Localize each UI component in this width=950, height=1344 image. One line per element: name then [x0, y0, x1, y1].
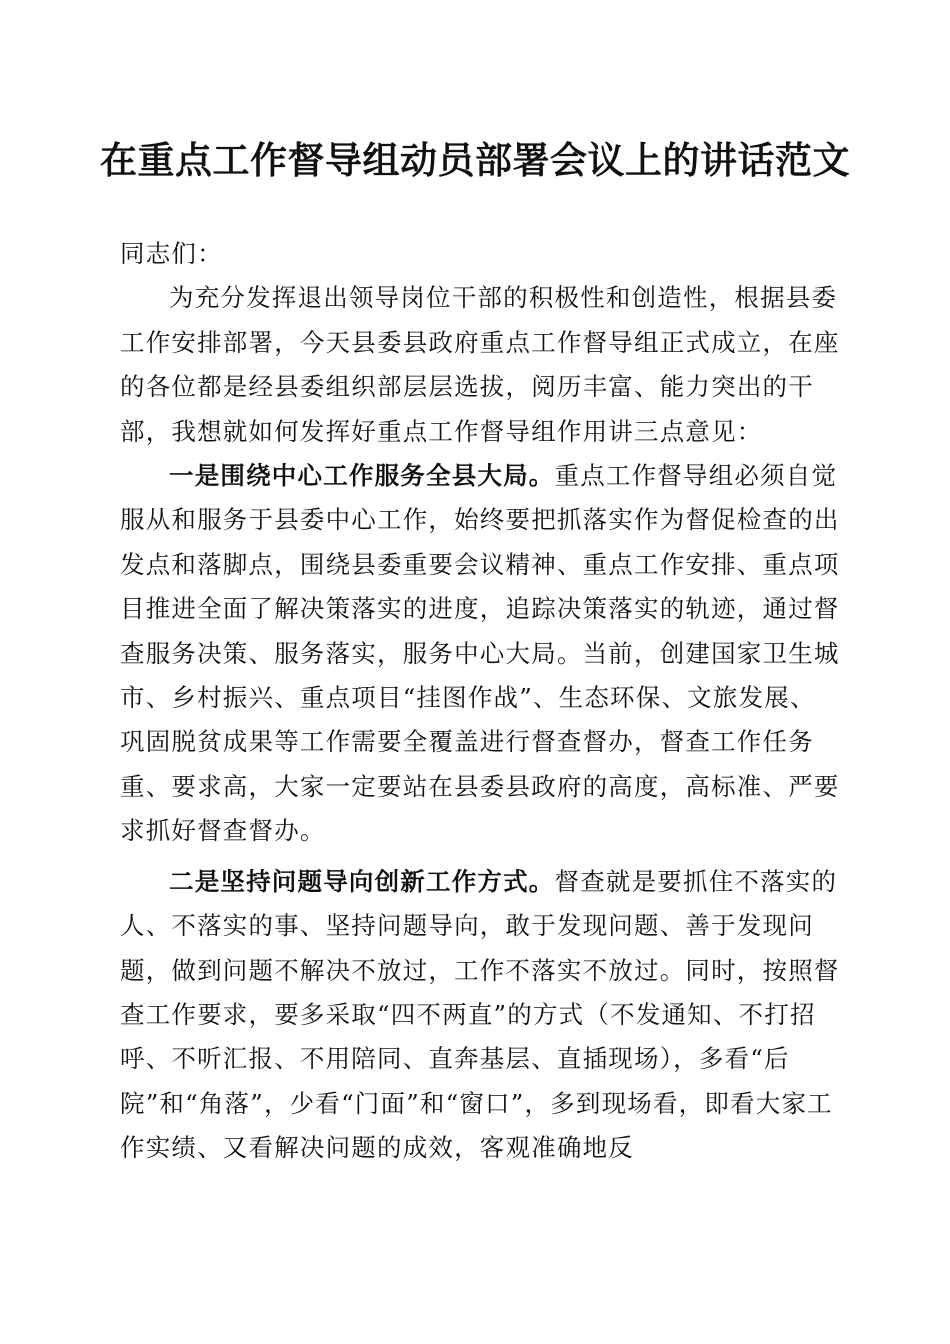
document-title: 在重点工作督导组动员部署会议上的讲话范文 — [100, 138, 850, 182]
point-text-2: 督查就是要抓住不落实的人、不落实的事、坚持问题导向，敢于发现问题、善于发现问题，做到问题不解决不放过，工作不落实不放过。同时，按照督查工作要求，要多采取“四不两直”的方式（不发通知、不打招呼、不听汇报、不用陪同、直奔基层、直插现场），多看“后院”和“角落”，少看“门面”和“窗口”，多到现场看，即看大家工作实绩、又看解决问题的成效，客观准确地反 — [120, 866, 840, 1163]
salutation: 同志们： — [120, 239, 223, 268]
intro-paragraph: 为充分发挥退出领导岗位干部的积极性和创造性，根据县委工作安排部署，今天县委县政府重点工作督导组正式成立，在座的各位都是经县委组织部层层选拔，阅历丰富、能力突出的干部，我想就如何发挥好重点工作督导组作用讲三点意见： — [120, 283, 840, 446]
point-paragraph-2 — [120, 860, 840, 1171]
point-heading-1: 一是围绕中心工作服务全县大局。 — [169, 461, 555, 491]
document-body — [120, 232, 840, 1171]
point-paragraph-1 — [120, 454, 840, 854]
point-heading-2: 二是坚持问题导向创新工作方式。 — [169, 866, 555, 896]
point-text-1: 重点工作督导组必须自觉服从和服务于县委中心工作，始终要把抓落实作为督促检查的出发点和落脚点，围绕县委重要会议精神、重点工作安排、重点项目推进全面了解决策落实的进度，追踪决策落实的轨迹，通过督查服务决策、服务落实，服务中心大局。当前，创建国家卫生城市、乡村振兴、重点项目“挂图作战”、生态环保、文旅发展、巩固脱贫成果等工作需要全覆盖进行督查督办，督查工作任务重、要求高，大家一定要站在县委县政府的高度，高标准、严要求抓好督查督办。 — [120, 461, 840, 846]
